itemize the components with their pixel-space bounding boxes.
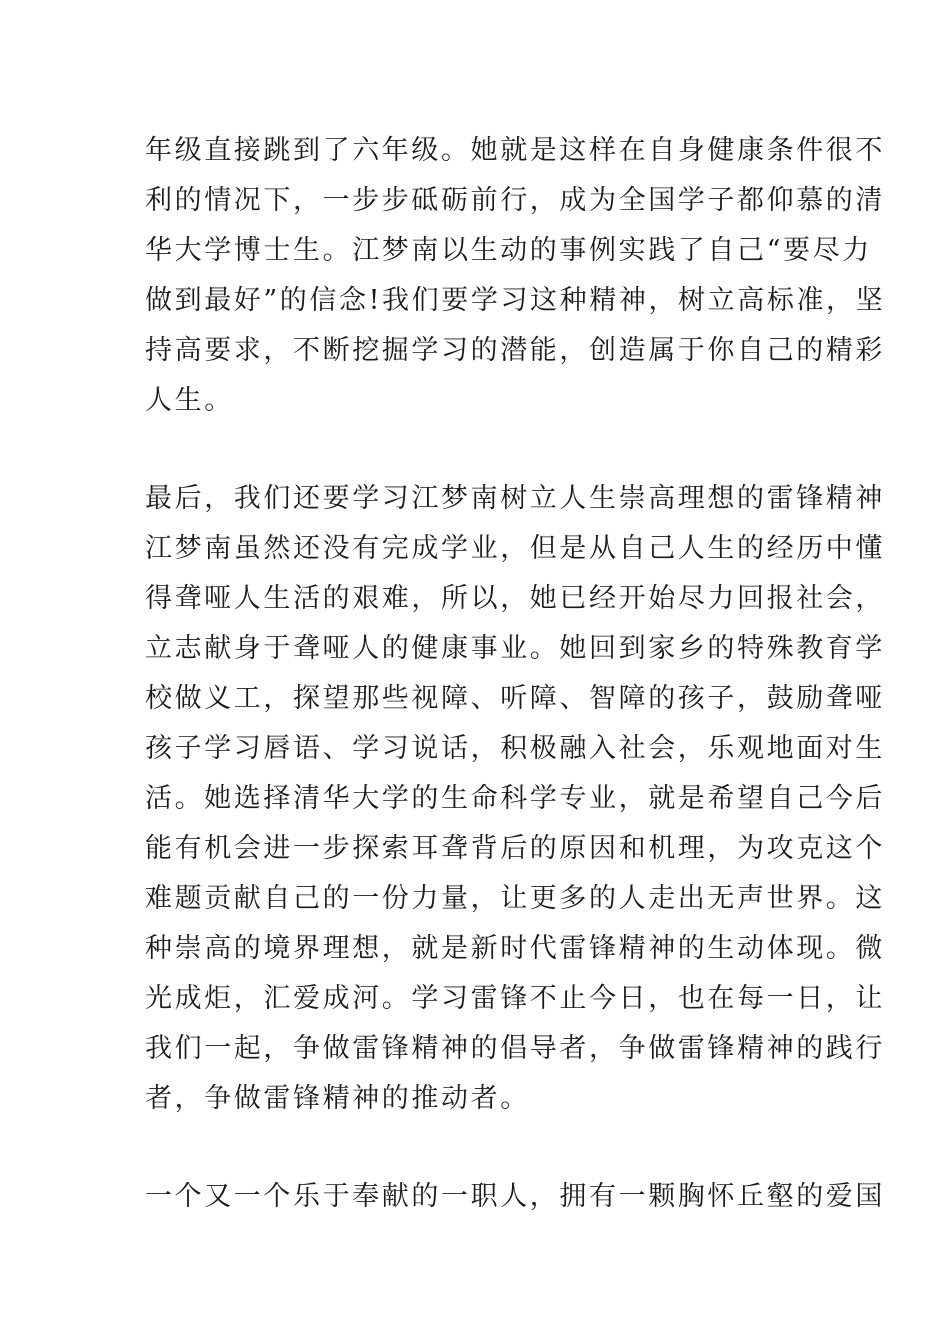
paragraph-2-line-9: 难题贡献自己的一份力量，让更多的人走出无声世界。这 (145, 883, 885, 914)
paragraph-2-line-8: 能有机会进一步探索耳聋背后的原因和机理，为攻克这个 (145, 833, 885, 864)
paragraph-1-line-1: 年级直接跳到了六年级。她就是这样在自身健康条件很不 (145, 135, 885, 166)
paragraph-2-line-11: 光成炬，汇爱成河。学习雷锋不止今日，也在每一日，让 (145, 983, 885, 1014)
paragraph-3-line-1: 一个又一个乐于奉献的一职人，拥有一颗胸怀丘壑的爱国 (145, 1181, 885, 1212)
paragraph-2-line-2: 江梦南虽然还没有完成学业，但是从自己人生的经历中懂 (145, 533, 885, 564)
paragraph-2-line-10: 种崇高的境界理想，就是新时代雷锋精神的生动体现。微 (145, 933, 885, 964)
paragraph-2-line-13: 者，争做雷锋精神的推动者。 (145, 1083, 530, 1114)
paragraph-2-line-3: 得聋哑人生活的艰难，所以，她已经开始尽力回报社会， (145, 583, 885, 614)
paragraph-2-line-5: 校做义工，探望那些视障、听障、智障的孩子，鼓励聋哑 (145, 683, 885, 714)
paragraph-1-line-6: 人生。 (145, 385, 234, 416)
paragraph-2-line-6: 孩子学习唇语、学习说话，积极融入社会，乐观地面对生 (145, 733, 885, 764)
paragraph-2-line-1: 最后，我们还要学习江梦南树立人生崇高理想的雷锋精神 (145, 483, 885, 514)
paragraph-2-line-12: 我们一起，争做雷锋精神的倡导者，争做雷锋精神的践行 (145, 1033, 885, 1064)
paragraph-1-line-3: 华大学博士生。江梦南以生动的事例实践了自己“要尽力 (145, 235, 872, 266)
paragraph-1-line-2: 利的情况下，一步步砥砺前行，成为全国学子都仰慕的清 (145, 185, 885, 216)
paragraph-2-line-4: 立志献身于聋哑人的健康事业。她回到家乡的特殊教育学 (145, 633, 885, 664)
paragraph-2-line-7: 活。她选择清华大学的生命科学专业，就是希望自己今后 (145, 783, 885, 814)
paragraph-1-line-4: 做到最好”的信念!我们要学习这种精神，树立高标准，坚 (145, 285, 886, 316)
paragraph-1-line-5: 持高要求，不断挖掘学习的潜能，创造属于你自己的精彩 (145, 335, 885, 366)
